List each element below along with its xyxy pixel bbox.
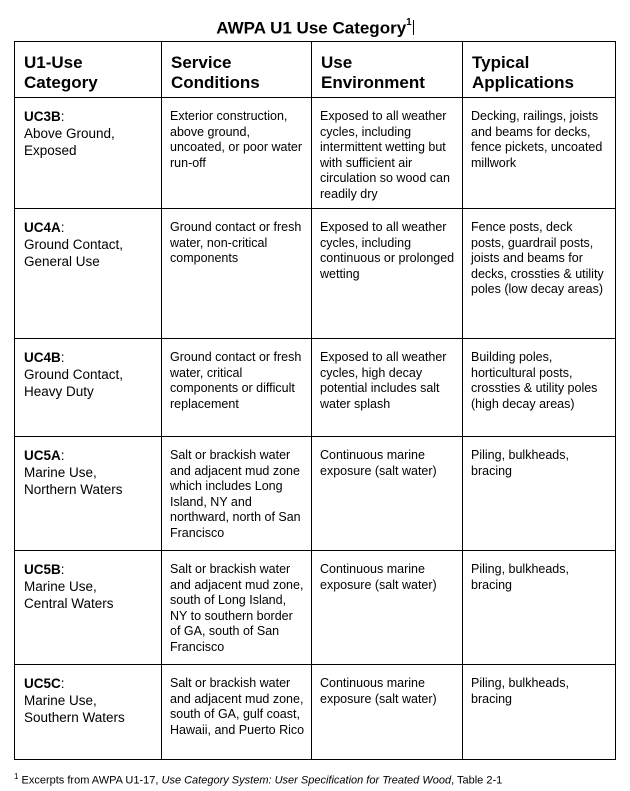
category-code: UC4B — [24, 350, 61, 365]
category-cell: UC5B: Marine Use, Central Waters — [15, 551, 162, 665]
title-footnote-marker: 1 — [406, 17, 412, 28]
table-header-row — [15, 42, 616, 98]
header-service-conditions: Service Conditions — [162, 42, 312, 98]
category-cell: UC3B: Above Ground, Exposed — [15, 98, 162, 209]
table-row-uc5c — [15, 665, 616, 760]
typical-applications-cell: Piling, bulkheads, bracing — [463, 437, 616, 551]
footnote-marker: 1 — [14, 772, 19, 781]
use-environment-cell: Continuous marine exposure (salt water) — [312, 551, 463, 665]
typical-applications-cell: Decking, railings, joists and beams for decks, fence pickets, uncoated millwork — [463, 98, 616, 209]
footnote-prefix: Excerpts from AWPA U1-17, — [18, 774, 162, 787]
category-cell: UC4B: Ground Contact, Heavy Duty — [15, 339, 162, 437]
text-cursor — [413, 20, 414, 35]
header-use-category: U1-Use Category — [15, 42, 162, 98]
table-row-uc5b — [15, 551, 616, 665]
category-cell: UC5A: Marine Use, Northern Waters — [15, 437, 162, 551]
document-title — [0, 14, 630, 40]
category-code: UC3B — [24, 109, 61, 124]
table-row-uc3b — [15, 98, 616, 209]
typical-applications-cell: Piling, bulkheads, bracing — [463, 551, 616, 665]
service-conditions-cell: Salt or brackish water and adjacent mud zone, south of GA, gulf coast, Hawaii, and Puerto Rico — [162, 665, 312, 760]
service-conditions-cell: Exterior construction, above ground, uncoated, or poor water run-off — [162, 98, 312, 209]
table-row-uc4a — [15, 209, 616, 339]
header-typical-applications: Typical Applications — [463, 42, 616, 98]
use-environment-cell: Exposed to all weather cycles, high decay potential includes salt water splash — [312, 339, 463, 437]
use-category-table — [14, 41, 616, 760]
footnote — [14, 770, 502, 788]
category-cell: UC4A: Ground Contact, General Use — [15, 209, 162, 339]
use-environment-cell: Continuous marine exposure (salt water) — [312, 665, 463, 760]
category-code: UC5A — [24, 448, 61, 463]
typical-applications-cell: Building poles, horticultural posts, crossties & utility poles (high decay areas) — [463, 339, 616, 437]
service-conditions-cell: Ground contact or fresh water, non-critical components — [162, 209, 312, 339]
footnote-title: Use Category System: User Specification for Treated Wood — [161, 774, 452, 787]
footnote-suffix: , Table 2-1 — [451, 774, 503, 787]
category-code: UC5B — [24, 562, 61, 577]
category-code: UC4A — [24, 220, 61, 235]
category-cell: UC5C: Marine Use, Southern Waters — [15, 665, 162, 760]
typical-applications-cell: Fence posts, deck posts, guardrail posts, joists and beams for decks, crossties & utility poles (low decay areas) — [463, 209, 616, 339]
typical-applications-cell: Piling, bulkheads, bracing — [463, 665, 616, 760]
table-row-uc4b — [15, 339, 616, 437]
service-conditions-cell: Salt or brackish water and adjacent mud zone, south of Long Island, NY to southern border of GA, south of San Francisco — [162, 551, 312, 665]
service-conditions-cell: Ground contact or fresh water, critical components or difficult replacement — [162, 339, 312, 437]
use-environment-cell: Exposed to all weather cycles, including intermittent wetting but with sufficient air circulation so wood can readily dry — [312, 98, 463, 209]
use-environment-cell: Continuous marine exposure (salt water) — [312, 437, 463, 551]
table-row-uc5a — [15, 437, 616, 551]
title-text: AWPA U1 Use Category — [216, 18, 407, 38]
use-environment-cell: Exposed to all weather cycles, including continuous or prolonged wetting — [312, 209, 463, 339]
header-use-environment: Use Environment — [312, 42, 463, 98]
service-conditions-cell: Salt or brackish water and adjacent mud zone which includes Long Island, NY and northward, north of San Francisco — [162, 437, 312, 551]
category-code: UC5C — [24, 676, 61, 691]
